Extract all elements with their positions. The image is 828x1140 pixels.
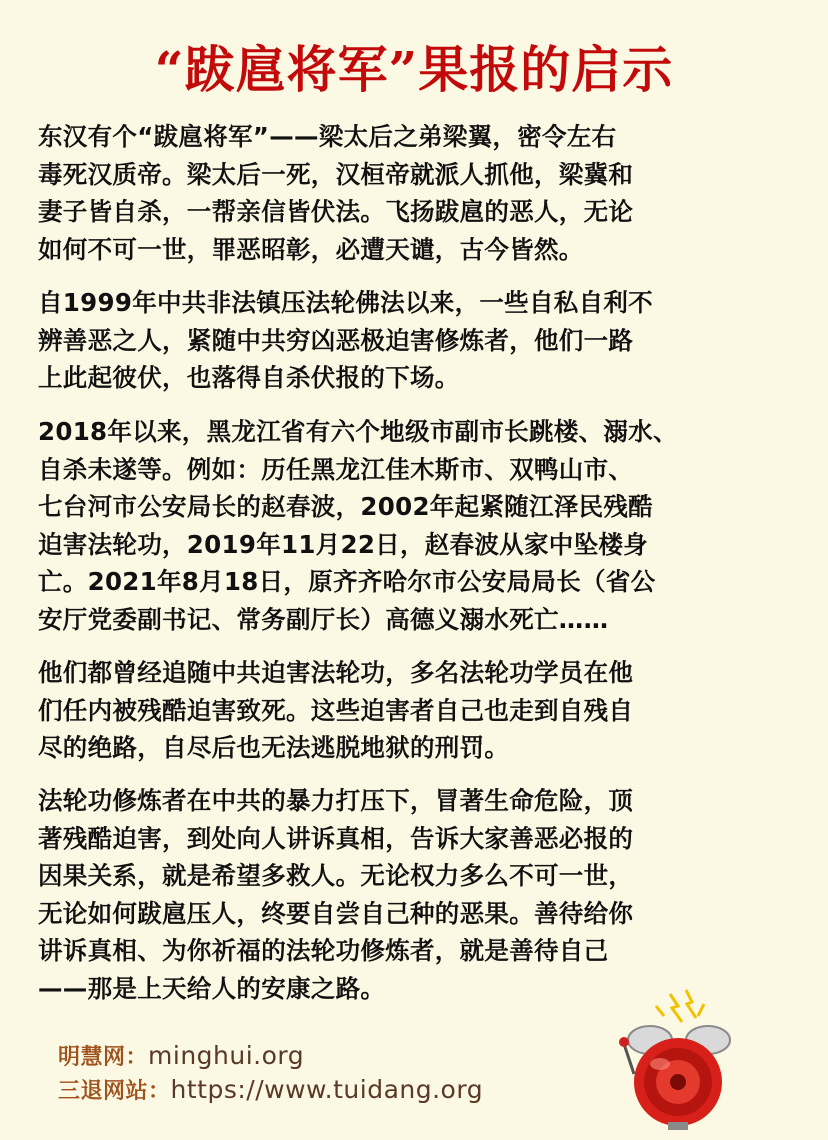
- paragraph-3: 2018年以来，黑龙江省有六个地级市副市长跳楼、溺水、 自杀未遂等。例如：历任黑龙江佳木斯市、双鸭山市、 七台河市公安局长的赵春波，2002年起紧随江泽民残酷 迫害法轮功，2019年11月22日，赵春波从家中坠楼身 亡。2021年8月18日，原齐齐哈尔市公安局局长（省公 安厅党委副书记、常务副厅长）高德义溺水死亡……: [38, 417, 678, 634]
- paragraph-1: 东汉有个“跋扈将军”——梁太后之弟梁翼，密令左右 毒死汉质帝。梁太后一死，汉桓帝就派人抓他，梁冀和 妻子皆自杀，一帮亲信皆伏法。飞扬跋扈的恶人，无论 如何不可一世，罪恶昭彰，必遭天谴，古今皆然。: [38, 122, 634, 264]
- minghui-label: 明慧网：: [58, 1044, 149, 1070]
- minghui-link[interactable]: minghui.org: [148, 1041, 305, 1070]
- alarm-bell-icon: [612, 984, 742, 1134]
- paragraph-5: 法轮功修炼者在中共的暴力打压下，冒著生命危险，顶 著残酷迫害，到处向人讲诉真相，告诉大家善恶必报的 因果关系，就是希望多救人。无论权力多么不可一世， 无论如何跋扈压人，终要自尝自己种的恶果。善待给你 讲诉真相、为你祈福的法轮功修炼者，就是善待自己 ——那是上天给人的安康之路。: [38, 786, 634, 1003]
- tuidang-label: 三退网站：: [58, 1078, 171, 1104]
- tuidang-link[interactable]: https://www.tuidang.org: [170, 1075, 484, 1104]
- page-title: “跋扈将军”果报的启示: [154, 40, 674, 99]
- footer-tuidang: [58, 1074, 483, 1105]
- paragraph-2: 自1999年中共非法镇压法轮佛法以来，一些自私自利不 辨善恶之人，紧随中共穷凶恶极迫害修炼者，他们一路 上此起彼伏，也落得自杀伏报的下场。: [38, 288, 653, 392]
- paragraph-4: 他们都曾经追随中共迫害法轮功，多名法轮功学员在他 们任内被残酷迫害致死。这些迫害者自己也走到自残自 尽的绝路，自尽后也无法逃脱地狱的刑罚。: [38, 658, 634, 762]
- footer-minghui: [58, 1040, 304, 1071]
